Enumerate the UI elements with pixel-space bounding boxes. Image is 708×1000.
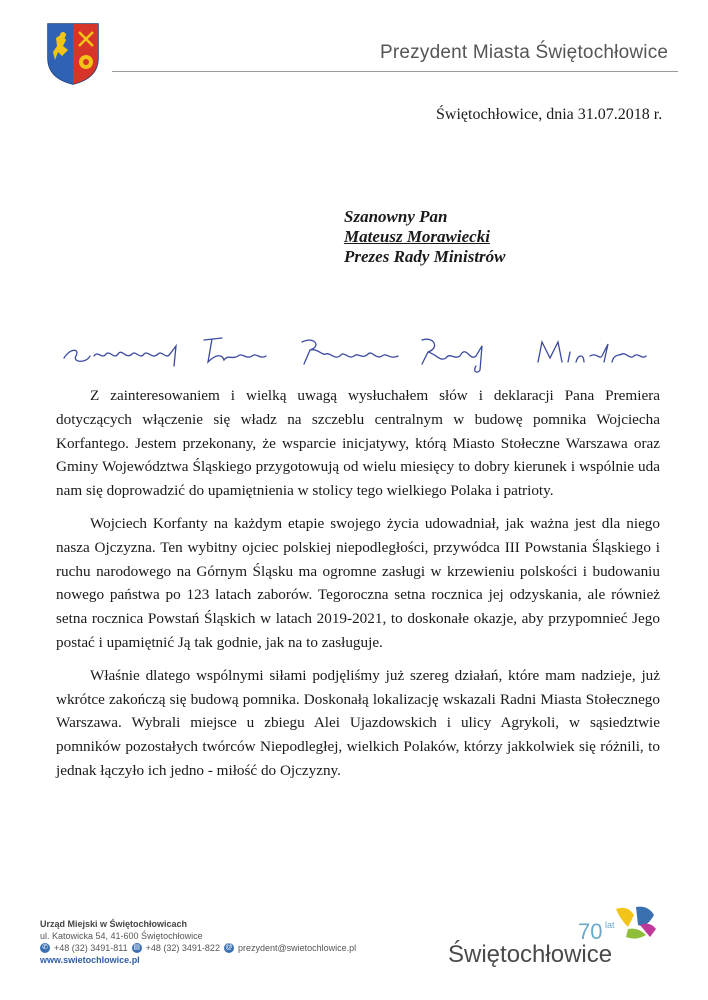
body-paragraph-1: Z zainteresowaniem i wielką uwagą wysłuchałem słów i deklaracji Pana Premiera dotyczących włączenie się władz na szczeblu centralnym w budowę pomnika Wojciecha Korfantego. Jestem przekonany, że wsparcie inicjatywy, którą Miasto Stołeczne Warszawa oraz Gminy Województwa Śląskiego przygotowują od wielu miesięcy to dobry kierunek i wspólnie uda nam się doprowadzić do upamiętnienia w stolicy tego wielkiego Polaka i patrioty.: [56, 387, 660, 500]
letter-body: [56, 384, 660, 792]
footer-fax: +48 (32) 3491-822: [145, 943, 220, 953]
anniversary-number: 70: [578, 919, 603, 944]
office-title: Prezydent Miasta Świętochłowice: [380, 42, 669, 63]
footer-office-name: Urząd Miejski w Świętochłowicach: [40, 919, 188, 929]
phone-icon: ✆: [40, 943, 50, 953]
anniversary-unit: lat: [605, 920, 615, 930]
fax-icon: ▤: [133, 944, 140, 951]
addressee-salutation: Szanowny Pan: [344, 207, 448, 226]
addressee-block: [344, 207, 506, 267]
date-line: Świętochłowice, dnia 31.07.2018 r.: [436, 106, 663, 123]
anniversary-mark-icon: [612, 905, 658, 941]
footer-contacts: [40, 942, 356, 954]
body-paragraph-2: Wojciech Korfanty na każdym etapie swojego życia udowadniał, jak ważna jest dla niego nasza Ojczyzna. Ten wybitny ojciec polskiej niepodległości, przywódca III Powstania Śląskiego i ruchu narodowego na Górnym Śląsku ma ogromne zasługi w krzewieniu polskości i budowaniu nowego państwa po 123 latach zaborów. Tegoroczna setna rocznica jej odzyskania, ale również setna rocznica Powstań Śląskich w latach 2019-2021, to doskonałe okazje, aby przypomnieć Jego postać i upamiętnić Ją tak godnie, jak na to zasługuje.: [56, 514, 660, 651]
footer-phone: +48 (32) 3491-811: [54, 943, 128, 953]
footer-address: ul. Katowicka 54, 41-600 Świętochłowice: [40, 931, 203, 941]
anniversary-logo: [444, 905, 684, 975]
email-icon: @: [225, 944, 233, 951]
body-paragraph-3: Właśnie dlatego wspólnymi siłami podjęliśmy już szereg działań, które mam nadzieje, już wkrótce zakończą się budową pomnika. Doskonałą lokalizację wskazali Radni Miasta Stołecznego Warszawa. Wybrali miejsce u zbiegu Alei Ujazdowskich i ulicy Agrykoli, w sąsiedztwie pomników pozostałych twórców Niepodległej, wielkich Polaków, którzy jakkolwiek się różnili, to jednak łączyło ich jedno - miłość do Ojczyzny.: [56, 666, 660, 779]
header-divider: [112, 71, 678, 72]
addressee-position: Prezes Rady Ministrów: [344, 247, 506, 266]
anniversary-city: Świętochłowice: [448, 941, 613, 968]
footer-contact-block: [40, 918, 356, 966]
handwritten-greeting: [56, 326, 656, 376]
footer-email[interactable]: prezydent@swietochlowice.pl: [237, 943, 357, 953]
addressee-name: Mateusz Morawiecki: [344, 227, 490, 246]
coat-of-arms-icon: [46, 22, 100, 86]
footer-website[interactable]: www.swietochlowice.pl: [40, 955, 140, 965]
